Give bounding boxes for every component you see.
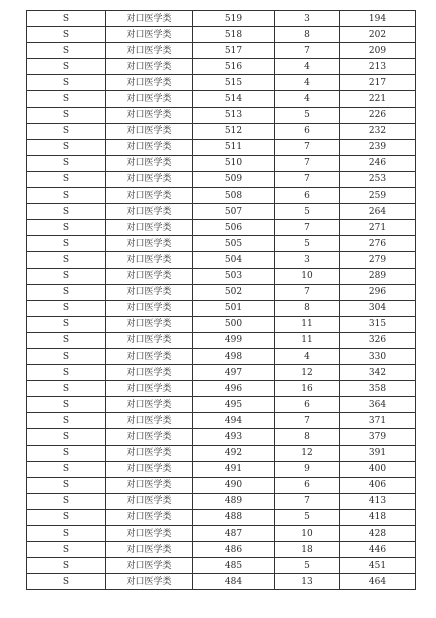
batch-code-cell: S [27,155,106,171]
table-row [27,27,416,43]
score-cell: 516 [193,59,275,75]
batch-code-cell: S [27,332,106,348]
batch-code-cell: S [27,461,106,477]
count-cell: 7 [275,220,340,236]
cumulative-count-cell: 406 [340,477,416,493]
table-row [27,397,416,413]
table-row [27,381,416,397]
count-cell: 5 [275,509,340,525]
table-row [27,429,416,445]
score-cell: 512 [193,123,275,139]
batch-code-cell: S [27,188,106,204]
batch-code-cell: S [27,236,106,252]
batch-code-cell: S [27,526,106,542]
table-row [27,477,416,493]
count-cell: 5 [275,204,340,220]
category-cell: 对口医学类 [106,348,193,364]
table-row [27,91,416,107]
category-cell: 对口医学类 [106,171,193,187]
count-cell: 4 [275,91,340,107]
score-cell: 517 [193,43,275,59]
category-cell: 对口医学类 [106,43,193,59]
category-cell: 对口医学类 [106,300,193,316]
category-cell: 对口医学类 [106,316,193,332]
batch-code-cell: S [27,574,106,590]
count-cell: 12 [275,445,340,461]
score-cell: 513 [193,107,275,123]
table-row [27,316,416,332]
count-cell: 7 [275,139,340,155]
count-cell: 6 [275,123,340,139]
table-row [27,252,416,268]
batch-code-cell: S [27,493,106,509]
cumulative-count-cell: 391 [340,445,416,461]
score-cell: 485 [193,558,275,574]
batch-code-cell: S [27,27,106,43]
score-cell: 492 [193,445,275,461]
table-row [27,123,416,139]
table-row [27,365,416,381]
table-row [27,75,416,91]
score-cell: 487 [193,526,275,542]
batch-code-cell: S [27,204,106,220]
table-row [27,332,416,348]
batch-code-cell: S [27,445,106,461]
count-cell: 7 [275,155,340,171]
table-row [27,493,416,509]
cumulative-count-cell: 276 [340,236,416,252]
category-cell: 对口医学类 [106,397,193,413]
category-cell: 对口医学类 [106,493,193,509]
cumulative-count-cell: 418 [340,509,416,525]
cumulative-count-cell: 232 [340,123,416,139]
cumulative-count-cell: 246 [340,155,416,171]
count-cell: 5 [275,236,340,252]
category-cell: 对口医学类 [106,75,193,91]
category-cell: 对口医学类 [106,252,193,268]
batch-code-cell: S [27,91,106,107]
cumulative-count-cell: 451 [340,558,416,574]
category-cell: 对口医学类 [106,477,193,493]
cumulative-count-cell: 289 [340,268,416,284]
score-cell: 508 [193,188,275,204]
category-cell: 对口医学类 [106,558,193,574]
count-cell: 4 [275,75,340,91]
count-cell: 7 [275,284,340,300]
batch-code-cell: S [27,477,106,493]
cumulative-count-cell: 400 [340,461,416,477]
category-cell: 对口医学类 [106,413,193,429]
count-cell: 5 [275,558,340,574]
batch-code-cell: S [27,139,106,155]
count-cell: 16 [275,381,340,397]
batch-code-cell: S [27,43,106,59]
count-cell: 8 [275,429,340,445]
score-cell: 506 [193,220,275,236]
score-cell: 515 [193,75,275,91]
score-cell: 493 [193,429,275,445]
batch-code-cell: S [27,300,106,316]
category-cell: 对口医学类 [106,236,193,252]
count-cell: 8 [275,27,340,43]
score-cell: 510 [193,155,275,171]
cumulative-count-cell: 217 [340,75,416,91]
cumulative-count-cell: 259 [340,188,416,204]
count-cell: 3 [275,11,340,27]
batch-code-cell: S [27,284,106,300]
table-row [27,171,416,187]
score-cell: 494 [193,413,275,429]
batch-code-cell: S [27,220,106,236]
cumulative-count-cell: 279 [340,252,416,268]
score-distribution-table [26,10,416,590]
table-body [27,11,416,590]
cumulative-count-cell: 239 [340,139,416,155]
count-cell: 10 [275,268,340,284]
count-cell: 9 [275,461,340,477]
category-cell: 对口医学类 [106,204,193,220]
table-row [27,268,416,284]
category-cell: 对口医学类 [106,526,193,542]
category-cell: 对口医学类 [106,107,193,123]
table-row [27,59,416,75]
batch-code-cell: S [27,252,106,268]
cumulative-count-cell: 379 [340,429,416,445]
count-cell: 6 [275,477,340,493]
table-row [27,139,416,155]
category-cell: 对口医学类 [106,461,193,477]
table-row [27,348,416,364]
batch-code-cell: S [27,59,106,75]
score-cell: 511 [193,139,275,155]
category-cell: 对口医学类 [106,11,193,27]
category-cell: 对口医学类 [106,27,193,43]
batch-code-cell: S [27,268,106,284]
cumulative-count-cell: 304 [340,300,416,316]
cumulative-count-cell: 342 [340,365,416,381]
batch-code-cell: S [27,397,106,413]
table-row [27,574,416,590]
score-cell: 495 [193,397,275,413]
score-cell: 499 [193,332,275,348]
category-cell: 对口医学类 [106,155,193,171]
cumulative-count-cell: 213 [340,59,416,75]
table-row [27,284,416,300]
batch-code-cell: S [27,107,106,123]
table-row [27,509,416,525]
count-cell: 7 [275,171,340,187]
category-cell: 对口医学类 [106,188,193,204]
score-cell: 505 [193,236,275,252]
batch-code-cell: S [27,171,106,187]
category-cell: 对口医学类 [106,139,193,155]
batch-code-cell: S [27,558,106,574]
score-cell: 491 [193,461,275,477]
count-cell: 3 [275,252,340,268]
count-cell: 7 [275,413,340,429]
category-cell: 对口医学类 [106,381,193,397]
category-cell: 对口医学类 [106,123,193,139]
score-cell: 509 [193,171,275,187]
count-cell: 18 [275,542,340,558]
score-cell: 497 [193,365,275,381]
count-cell: 11 [275,316,340,332]
count-cell: 6 [275,188,340,204]
batch-code-cell: S [27,509,106,525]
count-cell: 10 [275,526,340,542]
cumulative-count-cell: 226 [340,107,416,123]
batch-code-cell: S [27,11,106,27]
count-cell: 5 [275,107,340,123]
count-cell: 6 [275,397,340,413]
score-cell: 488 [193,509,275,525]
table-row [27,300,416,316]
category-cell: 对口医学类 [106,365,193,381]
score-cell: 518 [193,27,275,43]
table-row [27,11,416,27]
score-cell: 490 [193,477,275,493]
cumulative-count-cell: 315 [340,316,416,332]
cumulative-count-cell: 358 [340,381,416,397]
batch-code-cell: S [27,429,106,445]
table-row [27,220,416,236]
batch-code-cell: S [27,365,106,381]
batch-code-cell: S [27,413,106,429]
category-cell: 对口医学类 [106,509,193,525]
score-cell: 504 [193,252,275,268]
table-row [27,526,416,542]
table-row [27,542,416,558]
count-cell: 13 [275,574,340,590]
table-row [27,155,416,171]
cumulative-count-cell: 428 [340,526,416,542]
table-row [27,43,416,59]
cumulative-count-cell: 330 [340,348,416,364]
batch-code-cell: S [27,381,106,397]
cumulative-count-cell: 364 [340,397,416,413]
table-row [27,107,416,123]
cumulative-count-cell: 371 [340,413,416,429]
batch-code-cell: S [27,123,106,139]
cumulative-count-cell: 464 [340,574,416,590]
score-cell: 501 [193,300,275,316]
cumulative-count-cell: 194 [340,11,416,27]
score-cell: 514 [193,91,275,107]
table-row [27,558,416,574]
score-cell: 496 [193,381,275,397]
batch-code-cell: S [27,75,106,91]
cumulative-count-cell: 413 [340,493,416,509]
cumulative-count-cell: 209 [340,43,416,59]
category-cell: 对口医学类 [106,332,193,348]
cumulative-count-cell: 271 [340,220,416,236]
cumulative-count-cell: 202 [340,27,416,43]
category-cell: 对口医学类 [106,542,193,558]
table-row [27,236,416,252]
batch-code-cell: S [27,348,106,364]
count-cell: 7 [275,493,340,509]
score-cell: 498 [193,348,275,364]
score-cell: 503 [193,268,275,284]
batch-code-cell: S [27,316,106,332]
category-cell: 对口医学类 [106,268,193,284]
count-cell: 8 [275,300,340,316]
score-cell: 502 [193,284,275,300]
score-cell: 484 [193,574,275,590]
count-cell: 11 [275,332,340,348]
table-row [27,413,416,429]
table-row [27,204,416,220]
score-cell: 489 [193,493,275,509]
table-row [27,188,416,204]
count-cell: 4 [275,59,340,75]
count-cell: 4 [275,348,340,364]
cumulative-count-cell: 446 [340,542,416,558]
cumulative-count-cell: 221 [340,91,416,107]
table-row [27,461,416,477]
category-cell: 对口医学类 [106,220,193,236]
cumulative-count-cell: 264 [340,204,416,220]
count-cell: 12 [275,365,340,381]
score-cell: 519 [193,11,275,27]
category-cell: 对口医学类 [106,445,193,461]
category-cell: 对口医学类 [106,574,193,590]
cumulative-count-cell: 326 [340,332,416,348]
score-cell: 507 [193,204,275,220]
category-cell: 对口医学类 [106,429,193,445]
category-cell: 对口医学类 [106,91,193,107]
score-cell: 500 [193,316,275,332]
batch-code-cell: S [27,542,106,558]
count-cell: 7 [275,43,340,59]
cumulative-count-cell: 296 [340,284,416,300]
category-cell: 对口医学类 [106,284,193,300]
category-cell: 对口医学类 [106,59,193,75]
cumulative-count-cell: 253 [340,171,416,187]
score-cell: 486 [193,542,275,558]
table-row [27,445,416,461]
